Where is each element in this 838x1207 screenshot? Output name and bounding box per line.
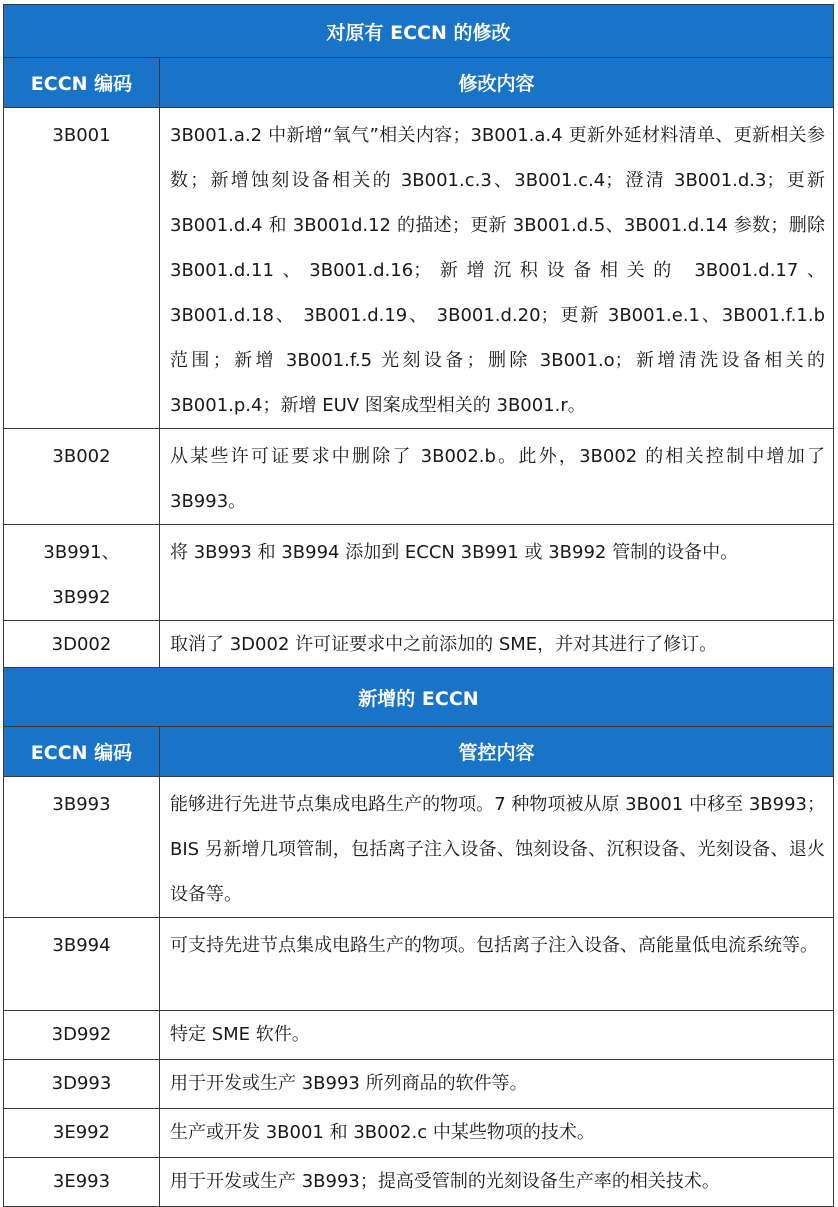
- control-text: 能够进行先进节点集成电路生产的物项。7 种物项被从原 3B001 中移至 3B993；BIS 另新增几项管制，包括离子注入设备、蚀刻设备、沉积设备、光刻设备、退火设备等。: [160, 777, 834, 918]
- eccn-code: 3E992: [4, 1109, 160, 1158]
- table-row: [4, 525, 834, 621]
- eccn-code: 3B993: [4, 777, 160, 918]
- modification-text: 从某些许可证要求中删除了 3B002.b。此外，3B002 的相关控制中增加了 3B993。: [160, 429, 834, 525]
- modification-text: 取消了 3D002 许可证要求中之前添加的 SME，并对其进行了修订。: [160, 621, 834, 668]
- eccn-code: 3D992: [4, 1011, 160, 1060]
- control-text: 用于开发或生产 3B993 所列商品的软件等。: [160, 1060, 834, 1109]
- column-header-row: [4, 58, 834, 108]
- column-header-desc: 修改内容: [160, 58, 834, 108]
- section-header-row: [4, 5, 834, 58]
- eccn-code: 3B001: [4, 108, 160, 429]
- table-row: [4, 429, 834, 525]
- eccn-table: [3, 4, 834, 1207]
- control-text: 特定 SME 软件。: [160, 1011, 834, 1060]
- column-header-code: ECCN 编码: [4, 727, 160, 777]
- table-row: [4, 621, 834, 668]
- column-header-desc: 管控内容: [160, 727, 834, 777]
- section2-title: 新增的 ECCN: [4, 668, 834, 727]
- table-row: [4, 1158, 834, 1207]
- table-row: [4, 1011, 834, 1060]
- eccn-code: 3B002: [4, 429, 160, 525]
- control-text: 生产或开发 3B001 和 3B002.c 中某些物项的技术。: [160, 1109, 834, 1158]
- table-row: [4, 108, 834, 429]
- eccn-code: 3D993: [4, 1060, 160, 1109]
- section-header-row: [4, 668, 834, 727]
- eccn-code: 3E993: [4, 1158, 160, 1207]
- table-row: [4, 1109, 834, 1158]
- table-row: [4, 777, 834, 918]
- table-row: [4, 918, 834, 1011]
- eccn-code: 3D002: [4, 621, 160, 668]
- control-text: 可支持先进节点集成电路生产的物项。包括离子注入设备、高能量低电流系统等。: [160, 918, 834, 1011]
- column-header-row: [4, 727, 834, 777]
- control-text: 用于开发或生产 3B993；提高受管制的光刻设备生产率的相关技术。: [160, 1158, 834, 1207]
- column-header-code: ECCN 编码: [4, 58, 160, 108]
- section1-title: 对原有 ECCN 的修改: [4, 5, 834, 58]
- eccn-table-container: [3, 4, 833, 1207]
- modification-text: 将 3B993 和 3B994 添加到 ECCN 3B991 或 3B992 管制的设备中。: [160, 525, 834, 621]
- eccn-code: 3B991、 3B992: [4, 525, 160, 621]
- eccn-code: 3B994: [4, 918, 160, 1011]
- modification-text: 3B001.a.2 中新增“氧气”相关内容；3B001.a.4 更新外延材料清单、更新相关参数；新增蚀刻设备相关的 3B001.c.3、3B001.c.4；澄清 3B001.d.3；更新 3B001.d.4 和 3B001d.12 的描述；更新 3B001.d.5、3B001.d.14 参数；删除 3B001.d.11、3B001.d.16；新增沉积设备相关的 3B001.d.17、 3B001.d.18、 3B001.d.19、 3B001.d.20；更新 3B001.e.1、3B001.f.1.b 范围；新增 3B001.f.5 光刻设备；删除 3B001.o；新增清洗设备相关的 3B001.p.4；新增 EUV 图案成型相关的 3B001.r。: [160, 108, 834, 429]
- table-row: [4, 1060, 834, 1109]
